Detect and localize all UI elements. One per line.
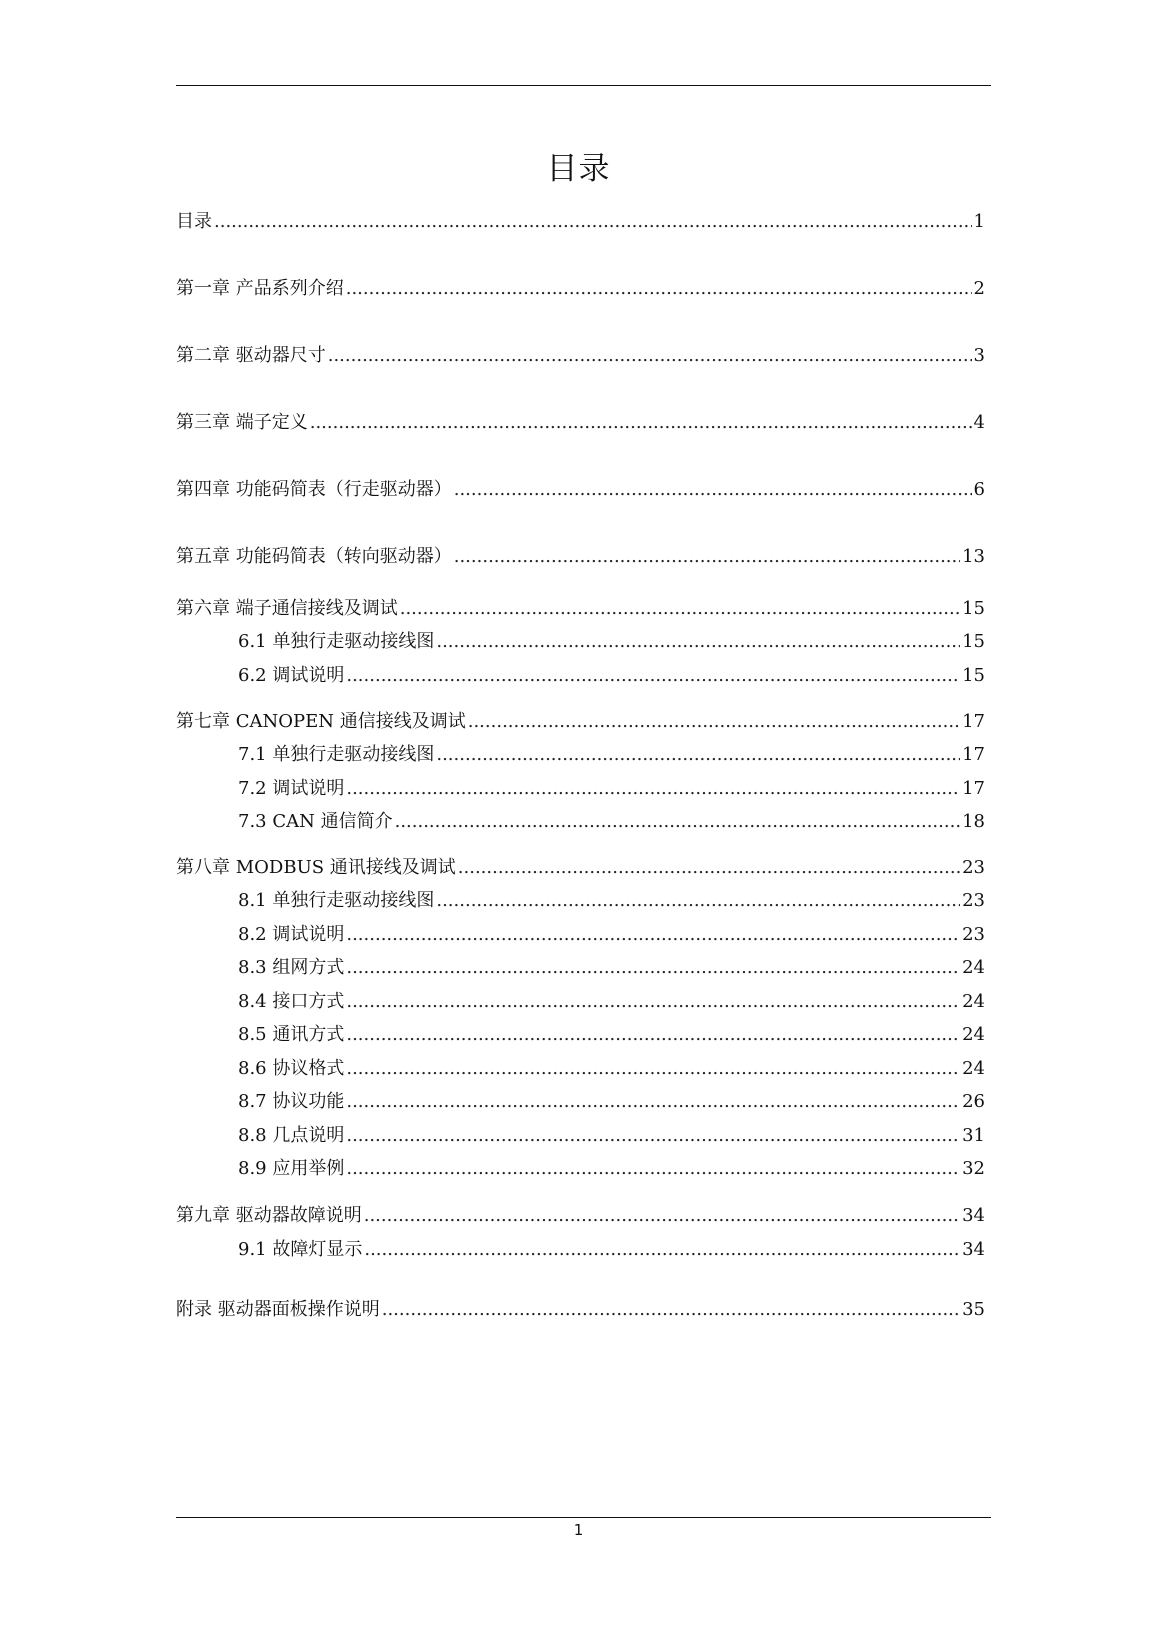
toc-dot-leader: [364, 1237, 960, 1263]
toc-entry[interactable]: [238, 989, 985, 1015]
toc-entry-label: 第四章 功能码简表（行走驱动器）: [176, 479, 452, 500]
toc-entry[interactable]: [238, 955, 985, 981]
toc-entry-page: 15: [962, 631, 985, 652]
toc-entry-page: 13: [962, 546, 985, 567]
toc-entry-label: 8.7 协议功能: [238, 1091, 345, 1112]
toc-entry-label: 目录: [176, 211, 212, 232]
toc-dot-leader: [395, 809, 961, 835]
toc-entry-label: 8.1 单独行走驱动接线图: [238, 890, 435, 911]
toc-entry-label: 第一章 产品系列介绍: [176, 278, 344, 299]
toc-entry-page: 24: [962, 991, 985, 1012]
toc-entry-page: 26: [962, 1091, 985, 1112]
toc-entry-page: 3: [973, 345, 985, 366]
toc-entry[interactable]: [176, 477, 985, 503]
toc-entry-label: 8.6 协议格式: [238, 1058, 345, 1079]
toc-entry-page: 23: [962, 890, 985, 911]
page-title: 目录: [546, 151, 611, 187]
toc-entry[interactable]: [238, 663, 985, 689]
toc-entry[interactable]: [238, 809, 985, 835]
toc-dot-leader: [346, 1056, 960, 1082]
toc-entry[interactable]: [238, 776, 985, 802]
toc-dot-leader: [214, 209, 972, 235]
toc-dot-leader: [346, 955, 960, 981]
toc-entry-label: 8.9 应用举例: [238, 1158, 345, 1179]
toc-entry-page: 17: [962, 744, 985, 765]
toc-entry-label: 第八章 MODBUS 通讯接线及调试: [176, 857, 456, 878]
toc-entry-page: 17: [962, 778, 985, 799]
toc-dot-leader: [328, 343, 972, 369]
toc-entry[interactable]: [238, 1089, 985, 1115]
toc-entry[interactable]: [238, 629, 985, 655]
toc-entry-label: 第七章 CANOPEN 通信接线及调试: [176, 711, 466, 732]
toc-entry-label: 附录 驱动器面板操作说明: [176, 1299, 380, 1320]
toc-entry-page: 23: [962, 857, 985, 878]
toc-entry[interactable]: [238, 922, 985, 948]
toc-entry-label: 6.2 调试说明: [238, 665, 345, 686]
toc-dot-leader: [310, 410, 972, 436]
toc-entry-label: 第三章 端子定义: [176, 412, 308, 433]
toc-entry[interactable]: [176, 276, 985, 302]
toc-entry-page: 35: [962, 1299, 985, 1320]
toc-entry[interactable]: [238, 888, 985, 914]
toc-entry-label: 8.4 接口方式: [238, 991, 345, 1012]
toc-entry-label: 8.3 组网方式: [238, 957, 345, 978]
toc-entry-page: 18: [962, 811, 985, 832]
toc-entry-page: 23: [962, 924, 985, 945]
toc-entry-label: 第九章 驱动器故障说明: [176, 1205, 362, 1226]
toc-entry-label: 7.2 调试说明: [238, 778, 345, 799]
toc-dot-leader: [364, 1203, 960, 1229]
toc-entry-label: 第六章 端子通信接线及调试: [176, 598, 398, 619]
toc-entry-label: 7.1 单独行走驱动接线图: [238, 744, 435, 765]
toc-entry-page: 4: [973, 412, 985, 433]
toc-dot-leader: [382, 1297, 960, 1323]
toc-entry-page: 17: [962, 711, 985, 732]
toc-dot-leader: [346, 922, 960, 948]
toc-dot-leader: [458, 855, 960, 881]
toc-entry-page: 24: [962, 1058, 985, 1079]
toc-entry-page: 34: [962, 1239, 985, 1260]
toc-dot-leader: [346, 989, 960, 1015]
toc-dot-leader: [436, 888, 960, 914]
toc-entry-page: 32: [962, 1158, 985, 1179]
toc-dot-leader: [346, 1156, 960, 1182]
toc-dot-leader: [346, 1089, 960, 1115]
toc-entry-page: 1: [973, 211, 985, 232]
toc-entry-page: 24: [962, 957, 985, 978]
toc-entry-page: 6: [973, 479, 985, 500]
toc-entry[interactable]: [176, 209, 985, 235]
toc-entry[interactable]: [238, 742, 985, 768]
toc-entry[interactable]: [238, 1123, 985, 1149]
toc-dot-leader: [346, 663, 960, 689]
toc-entry[interactable]: [238, 1022, 985, 1048]
toc-entry-page: 24: [962, 1024, 985, 1045]
toc-entry[interactable]: [238, 1056, 985, 1082]
toc-entry[interactable]: [238, 1156, 985, 1182]
toc-entry-label: 9.1 故障灯显示: [238, 1239, 363, 1260]
toc-entry-page: 15: [962, 598, 985, 619]
footer-rule: [176, 1517, 991, 1518]
toc-dot-leader: [454, 477, 972, 503]
toc-entry-label: 8.2 调试说明: [238, 924, 345, 945]
toc-entry[interactable]: [176, 709, 985, 735]
toc-entry[interactable]: [176, 596, 985, 622]
toc-entry-page: 34: [962, 1205, 985, 1226]
toc-entry-label: 6.1 单独行走驱动接线图: [238, 631, 435, 652]
toc-dot-leader: [346, 776, 960, 802]
toc-entry[interactable]: [238, 1237, 985, 1263]
toc-entry[interactable]: [176, 544, 985, 570]
toc-entry-label: 8.8 几点说明: [238, 1125, 345, 1146]
toc-dot-leader: [400, 596, 960, 622]
page-number: 1: [573, 1521, 584, 1539]
toc-entry-label: 第五章 功能码简表（转向驱动器）: [176, 546, 452, 567]
toc-entry[interactable]: [176, 855, 985, 881]
toc-dot-leader: [436, 742, 960, 768]
toc-dot-leader: [454, 544, 960, 570]
toc-entry[interactable]: [176, 410, 985, 436]
toc-entry-label: 第二章 驱动器尺寸: [176, 345, 326, 366]
toc-dot-leader: [468, 709, 960, 735]
toc-dot-leader: [346, 276, 972, 302]
toc-entry-page: 15: [962, 665, 985, 686]
toc-entry-page: 31: [962, 1125, 985, 1146]
toc-entry[interactable]: [176, 1297, 985, 1323]
toc-dot-leader: [436, 629, 960, 655]
toc-dot-leader: [346, 1123, 960, 1149]
toc-entry[interactable]: [176, 343, 985, 369]
toc-entry-label: 8.5 通讯方式: [238, 1024, 345, 1045]
toc-entry[interactable]: [176, 1203, 985, 1229]
toc-dot-leader: [346, 1022, 960, 1048]
toc-entry-label: 7.3 CAN 通信简介: [238, 811, 393, 832]
toc-entry-page: 2: [973, 278, 985, 299]
